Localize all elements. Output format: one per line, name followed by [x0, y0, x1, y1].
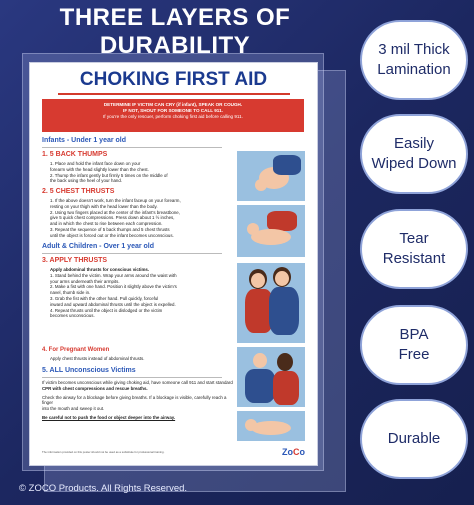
text-line: Check the airway for a blockage before giving breaths. If a blockage is visible, carefully reach a finger — [42, 394, 227, 406]
feature-label: BPA — [399, 326, 429, 343]
hair-shape — [277, 353, 293, 371]
infant-head — [255, 179, 267, 191]
text-line: and in which the chest to rise between each compression. — [50, 221, 163, 227]
text-line: into the mouth and sweep it out. — [42, 406, 105, 412]
text-line: 3. Grab the fist with the other hand. Pull quickly, forceful — [50, 295, 159, 301]
back-thumps-illustration — [237, 151, 305, 201]
banner-line: If you're the only rescuer, perform choking first aid before calling 911. — [103, 114, 243, 119]
text-line: 3. Repeat the sequence of 5 back thumps and 5 chest thrusts — [50, 226, 170, 232]
text-line: 4. Repeat thrusts until the object is dislodged or the victim — [50, 307, 163, 313]
poster-title-text: CHOKING FIRST AID — [79, 69, 268, 90]
text-line: becomes unconscious. — [50, 313, 95, 319]
unconscious-illustration — [237, 411, 305, 441]
head-shape — [275, 271, 289, 286]
chest-thrusts-title: 2. 5 CHEST THRUSTS — [42, 188, 115, 195]
infants-header: Infants - Under 1 year old — [42, 137, 127, 144]
apply-thrusts-title-text: APPLY THRUSTS — [49, 257, 108, 264]
text-line: 1. Stand behind the victim. Wrap your arms around the waist with — [50, 272, 177, 278]
text-line: until the object is forced out or the infant becomes unconscious. — [50, 232, 174, 238]
torso-shape — [273, 155, 301, 175]
chest-thrusts-title-text: 5 CHEST THRUSTS — [49, 188, 115, 195]
back-thumps-title-text: 5 BACK THUMPS — [49, 151, 108, 158]
warning-banner — [42, 99, 304, 132]
text-line: If victim becomes unconscious while giving choking aid, have someone call 911 and start standard — [42, 380, 233, 385]
feature-label: Easily — [393, 135, 434, 152]
chest-thrusts-illustration — [237, 205, 305, 257]
torso-shape — [267, 211, 297, 231]
feature-durable — [360, 399, 468, 479]
text-line: navel, thumb side in. — [50, 290, 91, 296]
feature-lamination — [360, 20, 468, 100]
title-underline — [58, 93, 290, 95]
pregnant-text: Apply chest thrusts instead of abdominal thrusts. — [50, 356, 145, 361]
head-shape — [251, 273, 265, 288]
text-line: inward and upward abdominal thrusts until the object is expelled. — [50, 301, 176, 307]
text-line: 2. Make a fist with one hand. Position it slightly above the victim's — [50, 284, 177, 290]
text-line: 1. Place and hold the infant face down on your — [50, 161, 141, 166]
text-line: 2. Using two fingers placed at the center of the infant's breastbone, — [50, 209, 180, 215]
banner-line: DETERMINE IF VICTIM CAN CRY (if infant), SPEAK OR COUGH. — [103, 102, 243, 107]
divider — [42, 253, 222, 254]
poster — [29, 62, 318, 466]
feature-tear — [360, 209, 468, 289]
pregnant-illustration — [237, 347, 305, 407]
back-thumps-text — [50, 161, 228, 184]
chest-thrusts-text — [50, 198, 228, 239]
apply-thrusts-text — [50, 267, 228, 319]
unconscious-text — [42, 380, 234, 421]
pregnant-title-text: For Pregnant Women — [48, 347, 110, 353]
poster-title — [30, 69, 317, 95]
divider — [42, 377, 222, 378]
text-line: 2. Thump the infant gently but firmly 5 times on the middle of — [50, 172, 168, 178]
feature-label: Free — [398, 346, 430, 363]
headline: THREE LAYERS OF DURABILITY — [59, 4, 291, 59]
text-line: give 5 quick chest compressions. Press down about 1 ½ inches, — [50, 215, 175, 221]
feature-wipe — [360, 114, 468, 194]
head-shape — [245, 419, 257, 431]
fine-print: The information provided on this poster should not be used as a substitute for professional training. — [42, 450, 165, 454]
zoco-logo: ZoCo — [282, 447, 305, 457]
feature-label: Durable — [387, 430, 441, 447]
feature-bpa — [360, 305, 468, 385]
banner-line: IF NOT, SHOUT FOR SOMEONE TO CALL 911. — [123, 108, 223, 113]
apply-thrusts-title: 3. APPLY THRUSTS — [42, 257, 108, 264]
adult-header: Adult & Children - Over 1 year old — [42, 243, 155, 250]
feature-label: 3 mil Thick — [378, 41, 450, 58]
feature-label: Tear — [399, 230, 429, 247]
torso-shape — [245, 369, 275, 403]
caution-text: Be careful not to push the food or object deeper into the airway. — [42, 414, 176, 420]
body-shape — [251, 421, 291, 435]
text-line: resting on your thigh with the head lower than the body. — [50, 203, 158, 209]
unconscious-header: 5. ALL Unconscious Victims — [42, 367, 136, 374]
torso-shape — [269, 287, 299, 335]
unconscious-header-text: ALL Unconscious Victims — [49, 367, 136, 374]
torso-shape — [273, 371, 299, 405]
copyright: © ZOCO Products. All Rights Reserved. — [19, 483, 188, 494]
divider — [42, 147, 222, 148]
abdominal-thrusts-illustration — [237, 263, 305, 343]
text-line: forearm with the head slightly lower than the chest. — [50, 166, 149, 172]
feature-label: Lamination — [377, 61, 451, 78]
infant-head — [247, 223, 259, 235]
head-shape — [253, 353, 267, 368]
feature-label: Resistant — [382, 250, 446, 267]
back-thumps-title: 1. 5 BACK THUMPS — [42, 151, 108, 158]
text-line: CPR with chest compressions and rescue breaths. — [42, 385, 148, 391]
feature-label: Wiped Down — [371, 155, 457, 172]
text-line: 1. If the above doesn't work, turn the infant faceup on your forearm, — [50, 198, 181, 203]
text-line: the back using the heel of your hand. — [50, 178, 123, 184]
text-line: your arms underneath their armpits. — [50, 278, 120, 284]
text-line: Apply abdominal thrusts for conscious victims. — [50, 267, 150, 272]
pregnant-title: 4. For Pregnant Women — [42, 347, 110, 353]
